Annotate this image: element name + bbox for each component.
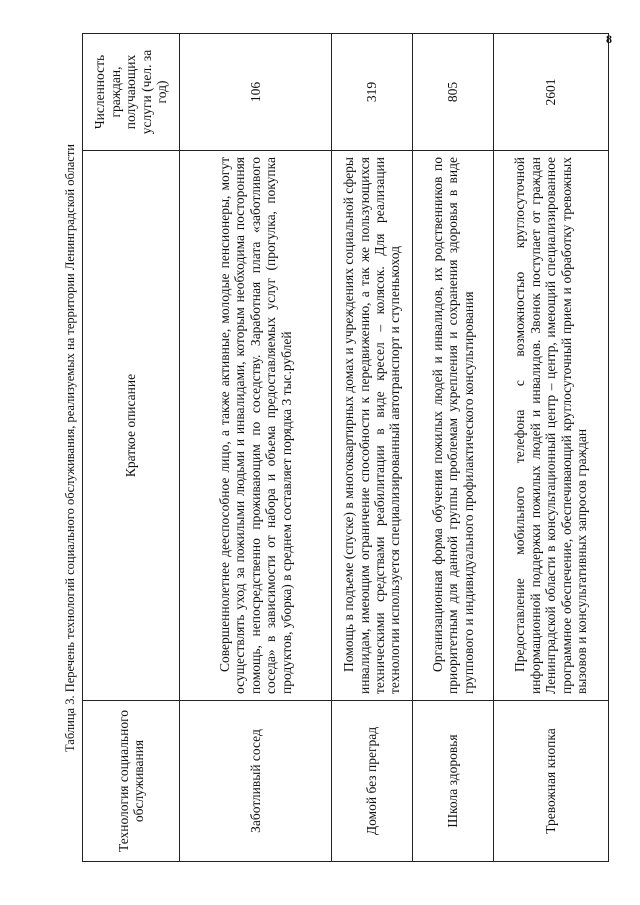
table-caption: Таблица 3. Перечень технологий социального обслуживания, реализуемых на территории Ленинградской области xyxy=(63,144,77,753)
table-row xyxy=(332,34,413,862)
technology-cell: Тревожная кнопка xyxy=(494,701,609,862)
page-number: 8 xyxy=(606,32,612,46)
rotated-page-content xyxy=(58,34,590,862)
description-cell: Совершеннолетнее дееспособное лицо, а также активные, молодые пенсионеры, могут осуществлять уход за пожилыми людьми и инвалидами, которым необходима посторонняя помощь, непосредственно проживающим по соседству. Заработная плата «заботливого соседа» в зависимости от набора и объема предоставляемых услуг (прогулка, покупка продуктов, уборка) в среднем составляет порядка 3 тыс.рублей xyxy=(180,151,332,701)
count-cell: 106 xyxy=(180,34,332,151)
header-count: Численность граждан, получающих услуги (чел. за год) xyxy=(83,34,180,151)
technology-cell: Школа здоровья xyxy=(413,701,494,862)
technologies-table xyxy=(82,33,609,862)
description-cell: Помощь в подъеме (спуске) в многоквартирных домах и учреждениях социальной сферы инвалидам, имеющим ограничение способности к передвижению, а так же пользующихся техническими средствами реабилитации в виде кресел – колясок. Для реализации технологии используется специализированный автотранспорт и ступенькоход xyxy=(332,151,413,701)
technology-cell: Заботливый сосед xyxy=(180,701,332,862)
count-cell: 2601 xyxy=(494,34,609,151)
count-cell: 319 xyxy=(332,34,413,151)
table-row xyxy=(180,34,332,862)
technology-cell: Домой без преград xyxy=(332,701,413,862)
header-technology: Технология социального обслуживания xyxy=(83,701,180,862)
table-row xyxy=(413,34,494,862)
description-cell: Организационная форма обучения пожилых людей и инвалидов, их родственников по приоритетным для данной группы проблемам укрепления и сохранения здоровья в виде группового и индивидуального профилактического консультирования xyxy=(413,151,494,701)
header-description: Краткое описание xyxy=(83,151,180,701)
table-header-row xyxy=(83,34,180,862)
description-cell: Предоставление мобильного телефона с возможностью круглосуточной информационной поддержки пожилых людей и инвалидов. Звонок поступает от граждан Ленинградской области в консультационный центр – центр, имеющий специализированное программное обеспечение, обеспечивающий круглосуточный прием и обработку тревожных вызовов и консультативных запросов граждан xyxy=(494,151,609,701)
table-row xyxy=(494,34,609,862)
count-cell: 805 xyxy=(413,34,494,151)
